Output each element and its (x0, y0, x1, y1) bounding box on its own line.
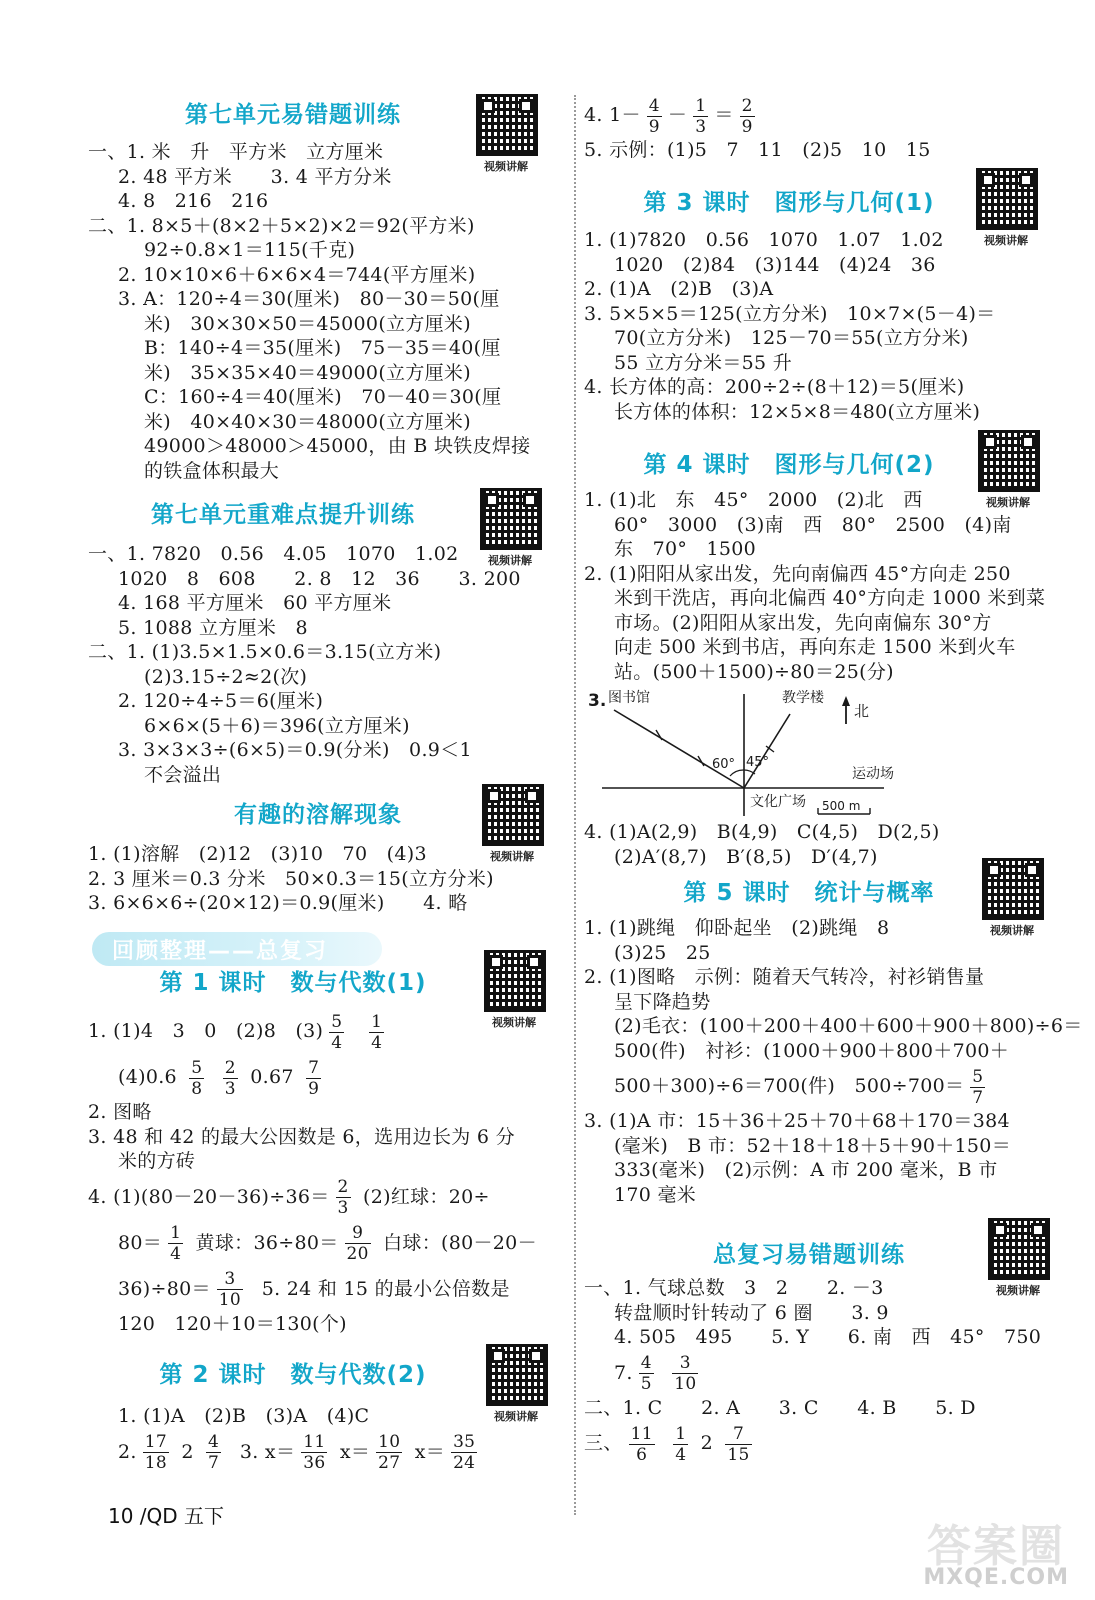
numerator: 4 (208, 1432, 220, 1452)
numerator: 11 (303, 1432, 326, 1452)
answer-line: 长方体的体积：12×5×8＝480(立方厘米) (614, 400, 981, 423)
qr-code-icon[interactable] (978, 430, 1040, 492)
qr-label: 视频讲解 (484, 160, 528, 173)
answer-line: 2. 10×10×6＋6×6×4＝744(平方厘米) (118, 263, 476, 286)
fraction (206, 1432, 221, 1473)
answer-line: 1. (1)7820 0.56 1070 1.07 1.02 (584, 229, 944, 251)
library-ray (614, 710, 744, 788)
text: 2 (181, 1440, 194, 1463)
qr-code-icon[interactable] (982, 858, 1044, 920)
qr-label: 视频讲解 (986, 496, 1030, 509)
numerator: 1 (695, 95, 707, 116)
text: (2)红球：20÷ (363, 1185, 490, 1208)
answer-line: 不会溢出 (144, 763, 222, 786)
answer-line (584, 1063, 1083, 1109)
answer-line: (3)25 25 (614, 941, 711, 964)
text: 黄球：36÷80＝ (195, 1231, 339, 1254)
answer-line: 米) 40×40×30＝48000(立方厘米) (144, 410, 471, 433)
fraction (673, 1424, 688, 1465)
angle-45-label: 45° (746, 755, 770, 770)
answer-line: 92÷0.8×1＝115(千克) (144, 239, 356, 261)
qr-label: 视频讲解 (990, 924, 1034, 937)
column-divider (574, 95, 576, 1515)
answer-line: 二、1. (1)3.5×1.5×0.6＝3.15(立方米) (88, 641, 442, 663)
section-lesson3 (584, 178, 1054, 423)
section-title: 第七单元重难点提升训练 (151, 502, 415, 528)
fraction (740, 96, 755, 137)
numerator: 2 (337, 1177, 349, 1197)
denominator: 27 (378, 1453, 401, 1473)
answer-line (584, 1420, 1041, 1466)
text: 4. 1－ (584, 104, 641, 126)
answer-lines (88, 842, 494, 916)
denominator: 15 (727, 1444, 750, 1465)
fraction (189, 1058, 204, 1099)
numerator: 5 (331, 1011, 343, 1032)
sports-field-label: 运动场 (852, 766, 894, 782)
section-title: 第 3 课时 图形与几何(1) (643, 190, 935, 216)
answer-line: 2. 图略 (88, 1101, 152, 1123)
fraction (629, 1424, 655, 1465)
answer-line: 3. 6×6×6÷(20×12)＝0.9(厘米) 4. 略 (88, 892, 468, 914)
text: 白球：(80－20－ (383, 1231, 537, 1254)
north-arrowhead-icon (842, 696, 850, 706)
denominator: 9 (741, 116, 753, 137)
qr-label: 视频讲解 (984, 234, 1028, 247)
fraction (693, 96, 708, 137)
answer-line: C：160÷4＝40(厘米) 70－40＝30(厘 (144, 386, 502, 408)
numerator: 10 (378, 1432, 401, 1452)
text: 2 (700, 1432, 714, 1454)
denominator: 20 (346, 1244, 369, 1264)
numerator: 7 (725, 1424, 751, 1445)
answer-line: 333(毫米) (2)示例：A 市 200 毫米，B 市 (614, 1159, 998, 1181)
answer-lines (584, 228, 995, 424)
answer-line: 2. 3 厘米＝0.3 分米 50×0.3＝15(立方分米) (88, 867, 494, 890)
answer-line: 1. (1)跳绳 仰卧起坐 (2)跳绳 8 (584, 917, 890, 939)
answer-line: 3. 5×5×5＝125(立方分米) 10×7×(5－4)＝ (584, 302, 996, 325)
fraction (451, 1432, 477, 1473)
answer-lines (88, 1008, 537, 1336)
text: － (667, 104, 688, 126)
text: 5. 24 和 15 的最小公倍数是 (261, 1277, 510, 1300)
section-title: 有趣的溶解现象 (234, 802, 402, 828)
numerator: 9 (345, 1223, 371, 1244)
answer-line (88, 1054, 537, 1100)
text: x＝ (339, 1440, 371, 1463)
answer-line: 500(件) 衬衫：(1000＋900＋800＋700＋ (614, 1039, 1010, 1062)
section-title: 第 1 课时 数与代数(1) (159, 970, 427, 996)
section-unit7-advanced (88, 490, 558, 786)
answer-line: 米) 35×35×40＝49000(立方厘米) (144, 361, 471, 384)
answer-line: (2)毛衣：(100＋200＋400＋600＋900＋800)÷6＝ (614, 1015, 1083, 1037)
denominator: 3 (695, 116, 707, 137)
answer-line: 3. 3×3×3÷(6×5)＝0.9(分米) 0.9＜1 (118, 739, 472, 761)
answer-line: 的铁盒体积最大 (144, 459, 280, 482)
answer-line: 二、1. 8×5＋(8×2＋5×2)×2＝92(平方米) (88, 214, 475, 237)
answer-line: 2. (1)A (2)B (3)A (584, 278, 774, 300)
text: 2. (118, 1440, 137, 1463)
answer-lines (88, 140, 530, 483)
answer-line: 4. (1)A(2,9) B(4,9) C(4,5) D(2,5) (584, 821, 940, 843)
answer-line: 向走 500 米到书店，再向东走 1500 米到火车 (614, 636, 1016, 658)
denominator: 4 (170, 1244, 182, 1264)
numerator: 4 (640, 1353, 652, 1373)
answer-line (88, 1429, 483, 1475)
fraction (345, 1223, 371, 1264)
watermark-logo: 答案圈 (927, 1521, 1065, 1572)
answer-line: 2. 120÷4÷5＝6(厘米) (118, 690, 324, 712)
section-continued (584, 92, 1054, 163)
angle-60-label: 60° (712, 757, 736, 772)
teaching-building-label: 教学楼 (782, 690, 824, 706)
denominator: 36 (303, 1453, 326, 1473)
numerator: 17 (144, 1432, 167, 1452)
fraction (306, 1058, 321, 1099)
qr-code-icon[interactable] (480, 488, 542, 550)
question-number: 3. (588, 691, 607, 711)
section-dissolution (88, 790, 558, 914)
answer-line: 70(立方分米) 125－70＝55(立方分米) (614, 327, 969, 349)
denominator: 7 (972, 1087, 984, 1108)
answer-line: 6×6×(5＋6)＝396(立方厘米) (144, 714, 410, 737)
section-review-mistakes (584, 1230, 1054, 1465)
fraction (336, 1177, 351, 1218)
denominator: 8 (191, 1078, 203, 1099)
section-title: 第 5 课时 统计与概率 (683, 880, 935, 906)
text: 3. x＝ (239, 1440, 296, 1463)
qr-code-icon[interactable] (976, 168, 1038, 230)
fraction (217, 1269, 243, 1310)
fraction (143, 1432, 169, 1473)
fraction (168, 1223, 183, 1264)
answer-line (584, 1350, 1041, 1396)
plaza-label: 文化广场 (750, 794, 806, 810)
answer-line: 3. (1)A 市：15＋36＋25＋70＋68＋170＝384 (584, 1110, 1010, 1132)
teaching-ray (744, 714, 790, 788)
fraction (369, 1012, 384, 1053)
section-title: 第 4 课时 图形与几何(2) (643, 452, 935, 478)
qr-label: 视频讲解 (996, 1284, 1040, 1297)
denominator: 4 (675, 1444, 687, 1465)
library-label: 图书馆 (608, 690, 650, 706)
section-title: 第 2 课时 数与代数(2) (159, 1362, 427, 1388)
answer-line: 5. 示例：(1)5 7 11 (2)5 10 15 (584, 139, 931, 161)
denominator: 4 (331, 1032, 343, 1053)
answer-line: 市场。(2)阳阳从家出发，先向南偏东 30°方 (614, 611, 992, 634)
numerator: 3 (672, 1353, 698, 1374)
fraction (725, 1424, 751, 1465)
answer-line: 4. 168 平方厘米 60 平方厘米 (118, 592, 392, 614)
denominator: 3 (337, 1198, 349, 1218)
numerator: 3 (217, 1269, 243, 1290)
numerator: 5 (972, 1066, 984, 1087)
answer-line: 170 毫米 (614, 1183, 697, 1206)
answer-line: 一、1. 米 升 平方米 立方厘米 (88, 141, 384, 163)
answer-line: 5. 1088 立方厘米 8 (118, 616, 308, 639)
fraction (672, 1353, 698, 1394)
qr-code-icon[interactable] (482, 784, 544, 846)
answer-lines (88, 542, 521, 787)
fraction (647, 96, 662, 137)
answer-line: 2. 48 平方米 3. 4 平方分米 (118, 165, 392, 188)
answer-line (88, 1008, 537, 1054)
answer-line (88, 1174, 537, 1220)
answer-line: 一、1. 气球总数 3 2 2. －3 (584, 1277, 884, 1299)
north-label: 北 (854, 702, 870, 720)
fraction (301, 1432, 327, 1473)
answer-line: 东 70° 1500 (614, 538, 757, 560)
answer-line: B：140÷4＝35(厘米) 75－35＝40(厘 (144, 337, 501, 359)
answer-line: 3. A：120÷4＝30(厘米) 80－30＝50(厘 (118, 288, 500, 310)
answer-line: (毫米) B 市：52＋18＋18＋5＋90＋150＝ (614, 1134, 1011, 1157)
fraction (329, 1012, 344, 1053)
denominator: 10 (218, 1290, 242, 1310)
numerator: 2 (224, 1057, 236, 1078)
answer-line (584, 92, 1054, 138)
text: 7. (614, 1361, 633, 1384)
answer-line: 4. 505 495 5. Y 6. 南 西 45° 750 (614, 1326, 1042, 1348)
denominator: 3 (224, 1078, 236, 1099)
answer-line: 一、1. 7820 0.56 4.05 1070 1.02 (88, 543, 459, 565)
fraction (970, 1067, 985, 1108)
denominator: 18 (144, 1453, 167, 1473)
denominator: 4 (371, 1032, 383, 1053)
answer-line: 120 120＋10＝130(个) (118, 1312, 347, 1335)
answer-line: 3. 48 和 42 的最大公因数是 6，选用边长为 6 分 (88, 1125, 515, 1148)
text: (4)0.6 (118, 1066, 177, 1088)
text: 80＝ (118, 1231, 163, 1254)
answer-line: 4. 8 216 216 (118, 190, 269, 212)
section-title: 第七单元易错题训练 (185, 102, 401, 128)
numerator: 5 (191, 1057, 203, 1078)
numerator: 1 (170, 1223, 182, 1243)
watermark-site: MXQE.COM (923, 1565, 1069, 1590)
text: 0.67 (250, 1066, 294, 1088)
denominator: 5 (640, 1374, 652, 1394)
numerator: 4 (648, 95, 660, 116)
numerator: 1 (371, 1011, 383, 1032)
answer-lines (584, 820, 940, 869)
denominator: 7 (208, 1453, 220, 1473)
fraction (376, 1432, 402, 1473)
answer-line: 49000＞48000＞45000，由 B 块铁皮焊接 (144, 435, 531, 457)
text: x＝ (414, 1440, 446, 1463)
answer-line: 站。(500＋1500)÷80＝25(分) (614, 660, 894, 683)
answer-line: 1020 (2)84 (3)144 (4)24 36 (614, 253, 936, 276)
text: ＝ (714, 104, 734, 126)
text: 36)÷80＝ (118, 1277, 211, 1300)
qr-label: 视频讲解 (492, 1016, 536, 1029)
denominator: 9 (648, 116, 660, 137)
answer-line: 转盘顺时针转动了 6 圈 3. 9 (614, 1301, 889, 1324)
answer-line: 米) 30×30×50＝45000(立方厘米) (144, 312, 471, 335)
answer-line: 2. (1)图略 示例：随着天气转冷，衬衫销售量 (584, 966, 985, 988)
denominator: 6 (636, 1444, 648, 1465)
denominator: 10 (674, 1374, 697, 1394)
scale-label: 500 m (822, 799, 861, 813)
fraction (639, 1353, 654, 1394)
answer-line: 1020 8 608 2. 8 12 36 3. 200 (118, 567, 521, 590)
fraction (223, 1058, 238, 1099)
answer-lines (584, 916, 1083, 1207)
text: 1. (1)4 3 0 (2)8 (3) (88, 1020, 324, 1042)
qr-code-icon[interactable] (486, 1344, 548, 1406)
answer-line: 1. (1)A (2)B (3)A (4)C (118, 1405, 370, 1427)
answer-line: 60° 3000 (3)南 西 80° 2500 (4)南 (614, 513, 1012, 536)
qr-label: 视频讲解 (494, 1410, 538, 1423)
answer-line (88, 1266, 537, 1312)
answer-line (88, 1220, 537, 1266)
section-lesson5 (584, 868, 1083, 1206)
text: 4. (1)(80－20－36)÷36＝ (88, 1185, 330, 1208)
numerator: 1 (675, 1423, 687, 1444)
banner-text: 回顾整理——总复习 (112, 939, 329, 964)
text: 三、 (584, 1432, 623, 1454)
numerator: 2 (741, 95, 753, 116)
page-footer: 10 /QD 五下 (108, 1504, 225, 1528)
answer-lines (88, 1404, 483, 1475)
answer-line: 1. (1)溶解 (2)12 (3)10 70 (4)3 (88, 843, 427, 865)
answer-line: 2. (1)阳阳从家出发，先向南偏西 45°方向走 250 (584, 562, 1011, 585)
numerator: 11 (630, 1423, 653, 1444)
section-lesson4 (584, 440, 1054, 868)
section-lesson2 (88, 1350, 558, 1473)
qr-label: 视频讲解 (488, 554, 532, 567)
direction-diagram (584, 686, 1054, 816)
answer-line: 55 立方分米＝55 升 (614, 351, 793, 374)
answer-line: 米到干洗店，再向北偏西 40°方向走 1000 米到菜 (614, 587, 1046, 609)
answer-lines (584, 1276, 1041, 1466)
answer-line: 1. (1)北 东 45° 2000 (2)北 西 (584, 489, 923, 511)
answer-line: 米的方砖 (118, 1150, 196, 1172)
denominator: 9 (308, 1078, 320, 1099)
section-lesson1 (88, 958, 558, 1335)
qr-code-icon[interactable] (988, 1218, 1050, 1280)
numerator: 35 (453, 1432, 476, 1452)
section-title: 总复习易错题训练 (713, 1242, 905, 1268)
answer-line: 呈下降趋势 (614, 990, 711, 1013)
text: 500＋300)÷6＝700(件) 500÷700＝ (614, 1075, 965, 1097)
answer-line: 二、1. C 2. A 3. C 4. B 5. D (584, 1396, 976, 1419)
answer-line: (2)A′(8,7) B′(8,5) D′(4,7) (614, 845, 878, 868)
qr-label: 视频讲解 (490, 850, 534, 863)
answer-line: (2)3.15÷2≈2(次) (144, 665, 308, 688)
denominator: 24 (453, 1453, 476, 1473)
qr-code-icon[interactable] (484, 950, 546, 1012)
section-unit7-mistakes (88, 90, 558, 482)
answer-line: 4. 长方体的高：200÷2÷(8＋12)＝5(厘米) (584, 376, 965, 398)
answer-lines (584, 488, 1045, 684)
numerator: 7 (308, 1057, 320, 1078)
